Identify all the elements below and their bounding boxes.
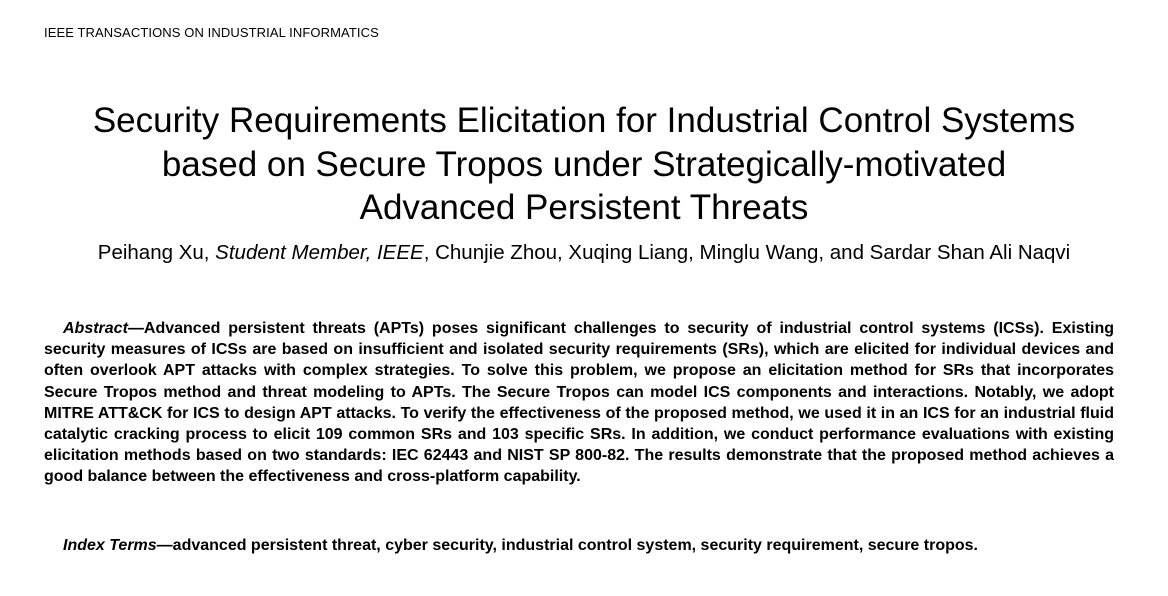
abstract-dash: — xyxy=(127,320,144,337)
index-terms xyxy=(44,535,1114,556)
author-rest: , Chunjie Zhou, Xuqing Liang, Minglu Wang, and Sardar Shan Ali Naqvi xyxy=(423,241,1071,264)
paper-title xyxy=(0,99,1168,230)
author-affiliation: Student Member, IEEE xyxy=(215,241,424,264)
index-terms-text: advanced persistent threat, cyber security, industrial control system, security requirement, secure tropos. xyxy=(172,537,978,554)
abstract-label: Abstract xyxy=(63,320,128,337)
title-line-2: based on Secure Tropos under Strategically-motivated xyxy=(161,144,1007,184)
index-terms-dash: — xyxy=(156,537,173,554)
title-line-3: Advanced Persistent Threats xyxy=(359,188,809,227)
author-list xyxy=(0,240,1168,266)
abstract xyxy=(44,318,1114,488)
abstract-text: Advanced persistent threats (APTs) poses significant challenges to security of industrial control systems (ICSs). Existing security measures of ICSs are based on insufficient and isolated security requirements (SRs), which are elicited for individual devices and often overlook APT attacks with complex strategies. To solve this problem, we propose an elicitation method for SRs that incorporates Secure Tropos method and threat modeling to APTs. The Secure Tropos can model ICS components and interactions. Notably, we adopt MITRE ATT&CK for ICS to design APT attacks. To verify the effectiveness of the proposed method, we used it in an ICS for an industrial fluid catalytic cracking process to elicit 109 common SRs and 103 specific SRs. In addition, we conduct performance evaluations with existing elicitation methods based on two standards: IEC 62443 and NIST SP 800-82. The results demonstrate that the proposed method achieves a good balance between the effectiveness and cross-platform capability. xyxy=(44,320,1114,486)
index-terms-label: Index Terms xyxy=(63,537,157,554)
author-first: Peihang Xu, xyxy=(97,241,216,264)
title-line-1: Security Requirements Elicitation for Industrial Control Systems xyxy=(92,101,1076,140)
journal-header: IEEE TRANSACTIONS ON INDUSTRIAL INFORMATICS xyxy=(44,25,379,40)
